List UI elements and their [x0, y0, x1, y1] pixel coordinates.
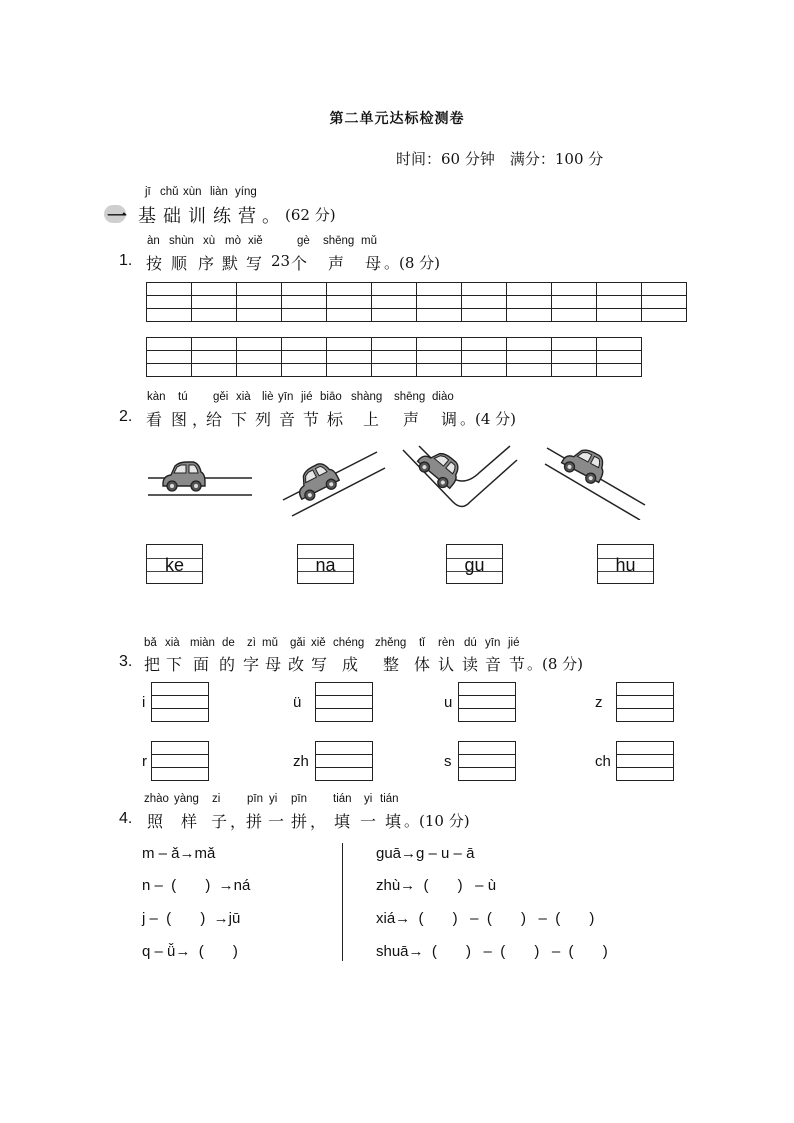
q1-hanzi: 顺 [171, 254, 188, 273]
q2-hanzi: 调 [441, 410, 458, 429]
section-period: 。 [262, 206, 280, 227]
q2-hanzi: 列 [255, 410, 272, 429]
q3-hanzi: 成 [342, 655, 359, 674]
column-divider [342, 843, 343, 961]
q3-pinyin: rèn [438, 637, 455, 649]
q1-pinyin: mò [225, 235, 241, 247]
q3-hanzi: 整 [383, 655, 400, 674]
q4-number: 4. [119, 810, 133, 827]
q2-hanzi: 声 [403, 410, 420, 429]
q1-hanzi: 母 [365, 254, 382, 273]
q2-number: 2. [119, 408, 133, 425]
syllable-box-ke[interactable]: ke [146, 544, 203, 584]
car-icon [291, 459, 342, 504]
car-icon [163, 462, 205, 491]
section-hanzi: 础 [163, 206, 181, 227]
q3-pinyin: bǎ [144, 637, 157, 649]
q1-hanzi: 序 [198, 254, 215, 273]
letter-label: zh [293, 753, 309, 770]
q2-hanzi: 音 [279, 410, 296, 429]
writing-box[interactable] [458, 682, 516, 722]
section-pinyin: yíng [235, 186, 257, 198]
letter-label: z [595, 694, 603, 711]
q1-pinyin: shùn [169, 235, 194, 247]
section-hanzi: 练 [213, 206, 231, 227]
q4-hanzi: 子 [211, 812, 228, 831]
q3-pinyin: miàn [190, 637, 215, 649]
q3-hanzi: 把 [144, 655, 161, 674]
q2-pinyin: jié [301, 391, 313, 403]
q3-hanzi: 节 [509, 655, 526, 674]
example-right: guā→g – u – ā [376, 845, 475, 862]
page-title: 第二单元达标检测卷 [329, 111, 465, 127]
q2-pinyin: gěi [213, 391, 229, 403]
q4-pinyin: tián [380, 793, 399, 805]
letter-label: r [142, 753, 147, 770]
syllable-box-na[interactable]: na [297, 544, 354, 584]
q2-hanzi: ， [192, 410, 209, 429]
exercise-right[interactable]: zhù→ ( ) – ù [376, 877, 497, 894]
q1-pinyin: xù [203, 235, 216, 247]
section-pinyin: xùn [183, 186, 202, 198]
q3-hanzi: 母 [265, 655, 282, 674]
section-score: (62 分) [285, 206, 336, 224]
exercise-left[interactable]: q – ǚ→ ( ) [142, 943, 238, 960]
q2-pinyin: tú [178, 391, 188, 403]
q2-hanzi: 图 [171, 410, 188, 429]
q1-pinyin: mǔ [361, 235, 377, 247]
q4-hanzi: 填 [334, 812, 351, 831]
exercise-right[interactable]: shuā→ ( ) – ( ) – ( ) [376, 943, 608, 960]
exercise-left[interactable]: n – ( ) →ná [142, 877, 251, 894]
writing-box[interactable] [151, 682, 209, 722]
letter-label: ch [595, 753, 611, 770]
q2-pinyin: shàng [351, 391, 383, 403]
q3-pinyin: de [222, 637, 235, 649]
q1-hanzi: 声 [328, 254, 345, 273]
syllable-box-gu[interactable]: gu [446, 544, 503, 584]
q2-pinyin: diào [432, 391, 454, 403]
q4-pinyin: pīn [291, 793, 307, 805]
exercise-left[interactable]: j – ( ) →jū [142, 910, 241, 927]
letter-label: ü [293, 694, 302, 711]
q3-pinyin: gǎi [290, 637, 306, 649]
q2-pinyin: liè [262, 391, 274, 403]
q4-hanzi: 照 [147, 812, 164, 831]
q3-hanzi: 改 [288, 655, 305, 674]
q1-hanzi: 按 [146, 254, 163, 273]
q1-score: 。(8 分) [384, 254, 441, 272]
writing-box[interactable] [616, 682, 674, 722]
q3-hanzi: 认 [438, 655, 455, 674]
car-icon [414, 443, 465, 492]
q4-hanzi: ， [310, 812, 327, 831]
writing-grid-row2[interactable] [146, 337, 642, 377]
writing-box[interactable] [458, 741, 516, 781]
q4-hanzi: 拼 [291, 812, 308, 831]
q2-hanzi: 标 [327, 410, 344, 429]
q1-hanzi: 写 [246, 254, 263, 273]
example-left: m – ǎ→mǎ [142, 845, 216, 862]
q1-pinyin: àn [147, 235, 160, 247]
q2-pinyin: biāo [320, 391, 342, 403]
q3-hanzi: 字 [243, 655, 260, 674]
q4-pinyin: pīn [247, 793, 263, 805]
q4-pinyin: yàng [174, 793, 199, 805]
q4-hanzi: 填 [385, 812, 402, 831]
q4-hanzi: ， [230, 812, 247, 831]
q3-hanzi: 音 [485, 655, 502, 674]
q4-pinyin: yi [269, 793, 278, 805]
q2-pinyin: xià [236, 391, 251, 403]
q2-hanzi: 给 [206, 410, 223, 429]
section-pinyin: chǔ [160, 186, 179, 198]
q3-pinyin: dú [464, 637, 477, 649]
q3-hanzi: 下 [166, 655, 183, 674]
section-hanzi: 基 [138, 206, 156, 227]
letter-label: s [444, 753, 452, 770]
section-hanzi: 训 [188, 206, 206, 227]
q3-hanzi: 的 [219, 655, 236, 674]
letter-label: u [444, 694, 453, 711]
q4-hanzi: 样 [181, 812, 198, 831]
q3-pinyin: mǔ [262, 637, 278, 649]
writing-box[interactable] [616, 741, 674, 781]
q1-hanzi: 个 [291, 254, 308, 273]
q3-hanzi: 体 [414, 655, 431, 674]
q4-pinyin: zi [212, 793, 221, 805]
q1-number: 1. [119, 252, 133, 269]
q1-hanzi: 默 [222, 254, 239, 273]
q2-hanzi: 上 [363, 410, 380, 429]
q1-pinyin: xiě [248, 235, 263, 247]
q3-pinyin: jié [508, 637, 520, 649]
q1-pinyin: gè [297, 235, 310, 247]
road-car-illustrations [140, 440, 660, 520]
q2-score: 。(4 分) [460, 410, 517, 428]
q4-hanzi: 一 [268, 812, 285, 831]
q3-pinyin: chéng [333, 637, 365, 649]
writing-box[interactable] [151, 741, 209, 781]
syllable-box-hu[interactable]: hu [597, 544, 654, 584]
writing-box[interactable] [315, 741, 373, 781]
section-hanzi: 营 [238, 206, 256, 227]
q4-hanzi: 拼 [246, 812, 263, 831]
section-pinyin: jī [145, 186, 151, 198]
letter-label: i [142, 694, 146, 711]
q1-hanzi: 23 [271, 252, 291, 270]
q3-hanzi: 写 [311, 655, 328, 674]
exercise-right[interactable]: xiá→ ( ) – ( ) – ( ) [376, 910, 595, 927]
q2-pinyin: kàn [147, 391, 166, 403]
q3-hanzi: 读 [462, 655, 479, 674]
q3-pinyin: zhěng [375, 637, 407, 649]
writing-grid-row1[interactable] [146, 282, 687, 322]
q3-pinyin: yīn [485, 637, 501, 649]
q4-score: 。(10 分) [404, 812, 470, 830]
q3-number: 3. [119, 653, 133, 670]
q3-pinyin: xià [165, 637, 180, 649]
q4-pinyin: yi [364, 793, 373, 805]
q2-pinyin: yīn [278, 391, 294, 403]
q4-pinyin: zhào [144, 793, 169, 805]
q2-hanzi: 看 [146, 410, 163, 429]
time-info: 时间：60 分钟 满分：100 分 [396, 150, 604, 168]
q1-pinyin: shēng [323, 235, 355, 247]
q3-score: 。(8 分) [527, 655, 584, 673]
section-pinyin: liàn [210, 186, 228, 198]
q3-hanzi: 面 [193, 655, 210, 674]
q4-pinyin: tián [333, 793, 352, 805]
q2-hanzi: 下 [231, 410, 248, 429]
q4-hanzi: 一 [360, 812, 377, 831]
q3-pinyin: zì [247, 637, 256, 649]
q3-pinyin: tǐ [419, 637, 425, 649]
q2-hanzi: 节 [303, 410, 320, 429]
q3-pinyin: xiě [311, 637, 326, 649]
section-number: 一 [107, 204, 127, 228]
q2-pinyin: shēng [394, 391, 426, 403]
writing-box[interactable] [315, 682, 373, 722]
